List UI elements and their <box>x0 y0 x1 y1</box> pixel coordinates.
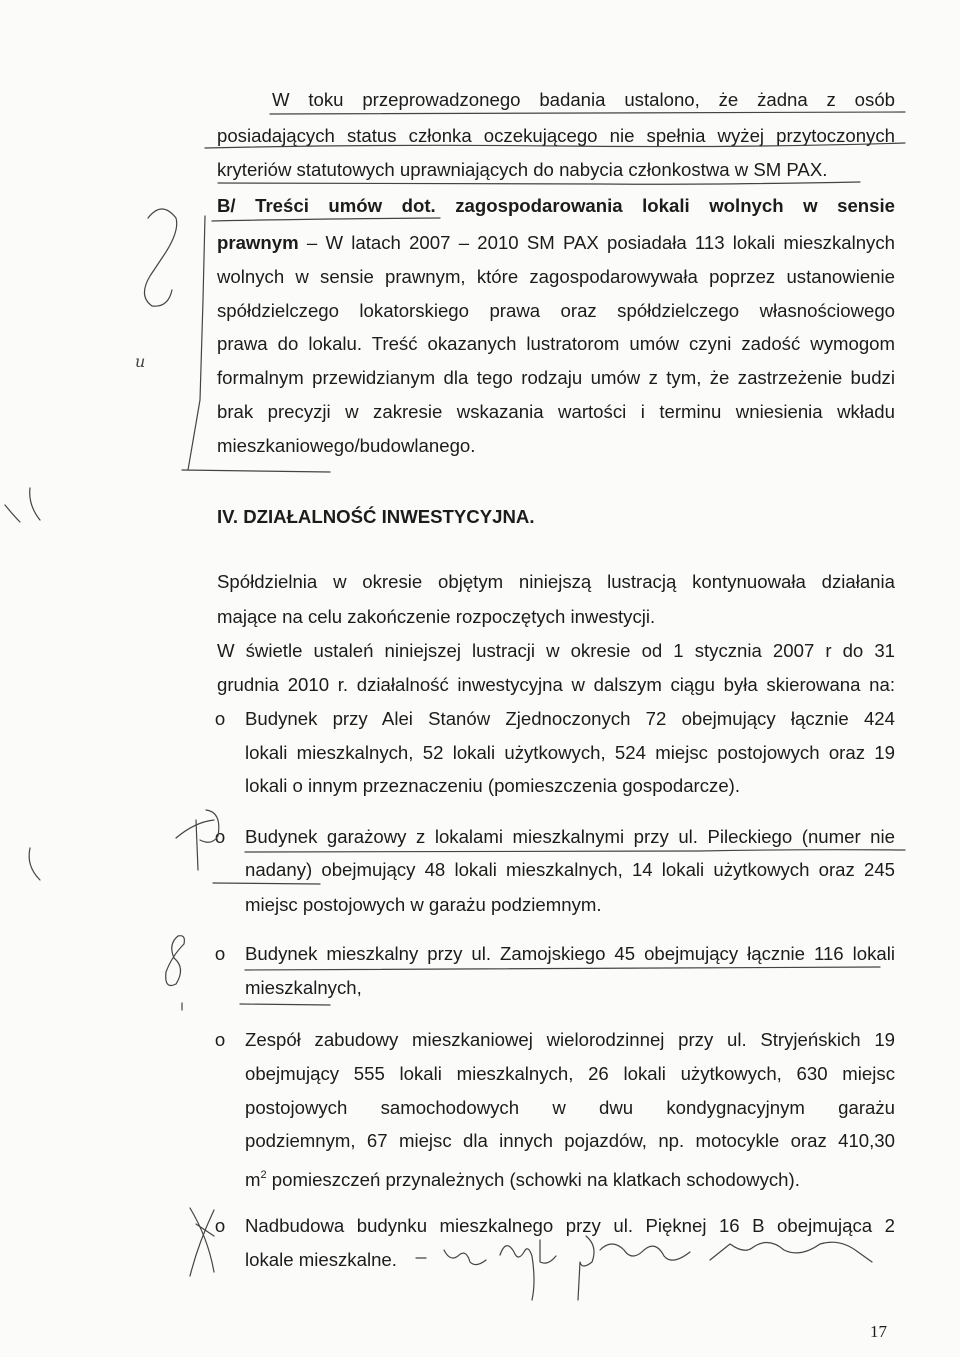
bullet-marker: o <box>214 826 226 847</box>
bullet3-line2: mieszkalnych, <box>245 977 362 998</box>
paragraph2-line1: Spółdzielnia w okresie objętym niniejszą lustracją kontynuowała działania <box>217 571 895 592</box>
underline-stroke <box>218 182 860 184</box>
margin-digit-stroke <box>166 936 185 986</box>
underline-stroke <box>212 218 440 221</box>
section-b-heading <box>217 194 895 218</box>
bullet4-line5-pre: m <box>245 1169 261 1190</box>
section-b-heading-lead: B/ Treści umów dot. <box>217 195 436 216</box>
underline-stroke <box>240 1004 330 1005</box>
section-b-line3: wolnych w sensie prawnym, które zagospodarowywała poprzez ustanowienie <box>217 266 895 287</box>
bullet1-line2: lokali mieszkalnych, 52 lokali użytkowych, 524 miejsc postojowych oraz 19 <box>245 742 895 763</box>
underline-stroke <box>270 112 905 114</box>
underline-stroke <box>182 470 330 472</box>
bullet4-line5-post: pomieszczeń przynależnych (schowki na klatkach schodowych). <box>266 1169 800 1190</box>
section-iv-heading: IV. DZIAŁALNOŚĆ INWESTYCYJNA. <box>217 506 535 527</box>
bullet-marker: o <box>214 1215 226 1236</box>
handwritten-word-stroke <box>578 1236 594 1300</box>
bullet1-line1: Budynek przy Alei Stanów Zjednoczonych 72 obejmujący łącznie 424 <box>245 708 895 729</box>
bullet5-line2: lokale mieszkalne. <box>245 1249 397 1270</box>
bullet4-line2: obejmujący 555 lokali mieszkalnych, 26 lokali użytkowych, 630 miejsc <box>245 1063 895 1084</box>
margin-mark-stroke <box>176 820 214 838</box>
section-b-line5: prawa do lokalu. Treść okazanych lustratorom umów czyni zadość wymogom <box>217 333 895 354</box>
handwritten-word-stroke <box>710 1242 872 1262</box>
bullet2-line3: miejsc postojowych w garażu podziemnym. <box>245 894 602 915</box>
underline-stroke <box>245 967 880 970</box>
paragraph2-line2: mające na celu zakończenie rozpoczętych inwestycji. <box>217 606 656 627</box>
bullet-marker: o <box>214 1029 226 1050</box>
bullet-marker: o <box>214 708 226 729</box>
paragraph1-line1: W toku przeprowadzonego badania ustalono, że żadna z osób <box>272 89 895 110</box>
section-b-line7: brak precyzji w zakresie wskazania wartości i terminu wniesienia wkładu <box>217 401 895 422</box>
paragraph1-line2: posiadających status członka oczekującego nie spełnia wyżej przytoczonych <box>217 125 895 146</box>
bullet5-line1: Nadbudowa budynku mieszkalnego przy ul. Pięknej 16 B obejmująca 2 <box>245 1215 895 1236</box>
margin-mark-stroke <box>30 488 40 520</box>
section-b-line4: spółdzielczego lokatorskiego prawa oraz spółdzielczego własnościowego <box>217 300 895 321</box>
handwritten-word-stroke <box>444 1250 486 1265</box>
bullet2-line2: nadany) obejmujący 48 lokali mieszkalnych, 14 lokali użytkowych oraz 245 <box>245 859 895 880</box>
bullet2-line1: Budynek garażowy z lokalami mieszkalnymi przy ul. Pileckiego (numer nie <box>245 826 895 847</box>
handwritten-word-stroke <box>540 1240 556 1263</box>
handwritten-word-stroke <box>500 1246 534 1300</box>
section-b-heading-rest: zagospodarowania lokali wolnych w sensie <box>435 195 895 216</box>
page-number: 17 <box>870 1322 887 1341</box>
bullet4-line5 <box>245 1163 895 1192</box>
section-b-line8: mieszkaniowego/budowlanego. <box>217 435 476 456</box>
section-b-line2 <box>217 231 895 255</box>
bullet4-line1: Zespół zabudowy mieszkaniowej wielorodzinnej przy ul. Stryjeńskich 19 <box>245 1029 895 1050</box>
bracket-stroke <box>188 216 205 470</box>
handwritten-word-stroke <box>600 1244 690 1260</box>
section-b-line2-rest: – W latach 2007 – 2010 SM PAX posiadała 113 lokali mieszkalnych <box>298 232 895 253</box>
bullet4-line4: podziemnym, 67 miejsc dla innych pojazdów, np. motocykle oraz 410,30 <box>245 1130 895 1151</box>
underline-stroke <box>213 883 320 884</box>
section-b-line2-bold: prawnym <box>217 232 299 253</box>
margin-mark-stroke <box>29 848 40 880</box>
section-b-line6: formalnym przewidzianym dla tego rodzaju umów z tym, że zastrzeżenie budzi <box>217 367 895 388</box>
bullet1-line3: lokali o innym przeznaczeniu (pomieszczenia gospodarcze). <box>245 775 741 796</box>
margin-digit-stroke <box>144 209 176 306</box>
margin-mark-stroke <box>196 820 198 870</box>
bullet-marker: o <box>214 943 226 964</box>
bullet4-line3: postojowych samochodowych w dwu kondygnacyjnym garażu <box>245 1097 895 1118</box>
underline-stroke <box>245 850 905 852</box>
bullet3-line1: Budynek mieszkalny przy ul. Zamojskiego 45 obejmujący łącznie 116 lokali <box>245 943 895 964</box>
superscript: 2 <box>260 1169 267 1181</box>
paragraph2-line3: W świetle ustaleń niniejszej lustracji w okresie od 1 stycznia 2007 r do 31 <box>217 640 895 661</box>
margin-note-u: u <box>135 352 146 371</box>
paragraph2-line4: grudnia 2010 r. działalność inwestycyjna w dalszym ciągu była skierowana na: <box>217 674 895 695</box>
paragraph1-line3: kryteriów statutowych uprawniających do nabycia członkostwa w SM PAX. <box>217 159 828 180</box>
margin-mark-stroke <box>5 505 20 522</box>
